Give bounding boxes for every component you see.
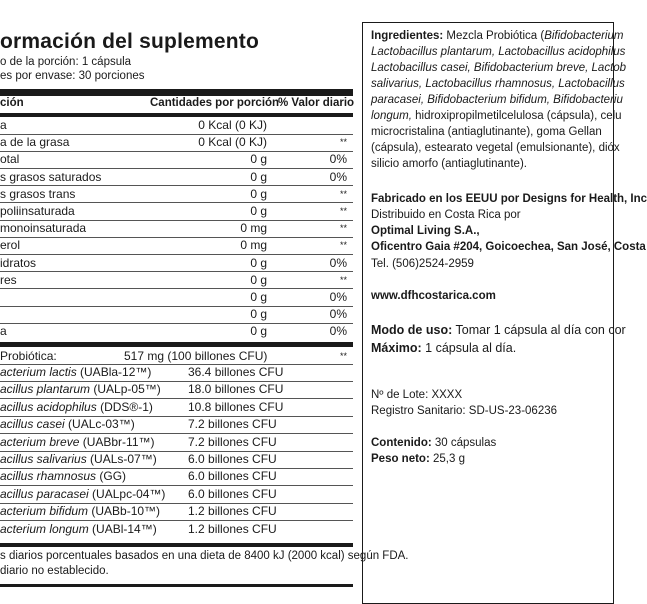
nutrient-amount: 0 g <box>250 152 267 167</box>
nutrient-row <box>0 290 353 305</box>
distributor-company: Optimal Living S.A., <box>371 225 480 237</box>
strain-name <box>0 435 155 449</box>
strain-species: acillus acidophilus <box>0 399 97 414</box>
contents-value: 30 cápsulas <box>431 437 497 449</box>
strain-row <box>0 400 353 415</box>
strain-row <box>0 522 353 537</box>
nutrient-row <box>0 238 353 253</box>
nutrient-label: a <box>0 118 7 132</box>
strain-name <box>0 400 153 414</box>
strain-name <box>0 365 151 379</box>
thick-divider-bottom <box>0 543 353 547</box>
nutrient-amount: 0 mg <box>240 238 267 253</box>
nutrient-amount: 0 mg <box>240 221 267 236</box>
nutrient-daily-value: ** <box>339 274 347 285</box>
strain-code: (UALs-07™) <box>86 452 157 466</box>
nutrient-label: s grasos saturados <box>0 169 102 184</box>
nutrient-label: poliinsaturada <box>0 204 75 218</box>
row-divider <box>0 485 353 486</box>
nutrient-row <box>0 273 353 288</box>
nutrient-daily-value: ** <box>339 240 347 251</box>
strain-code: (UALp-05™) <box>90 382 161 397</box>
nutrient-daily-value: 0% <box>329 324 347 339</box>
thick-divider-end <box>0 584 353 587</box>
strain-row <box>0 487 353 502</box>
nutrient-label: erol <box>0 238 21 253</box>
nutrient-label: s grasos trans <box>0 186 76 201</box>
strain-species: acillus casei <box>0 417 65 432</box>
strain-amount: 6.0 billones CFU <box>188 486 277 501</box>
nutrient-amount: 0 g <box>250 290 267 304</box>
ingredients-line-3: Lactobacillus casei, Bifidobacterium breve, Lactob <box>371 62 627 74</box>
strain-name <box>0 417 135 431</box>
strain-amount: 18.0 billones CFU <box>188 382 284 397</box>
strain-species: acillus rhamnosus <box>0 469 97 484</box>
nutrient-row <box>0 221 353 236</box>
row-divider <box>0 433 353 434</box>
nutrient-amount: 0 g <box>250 169 267 184</box>
nutrient-daily-value: 0% <box>329 152 347 167</box>
website-link[interactable]: www.dfhcostarica.com <box>371 290 496 302</box>
column-header-daily-value: % Valor diario <box>278 97 355 109</box>
strain-code: (DDS®-1) <box>96 399 153 414</box>
nutrient-label: monoinsaturada <box>0 221 87 236</box>
row-divider <box>0 451 353 452</box>
ingredients-line-5: paracasei, Bifidobacterium bifidum, Bifidobacteriu <box>371 94 623 106</box>
nutrient-daily-value: ** <box>339 137 347 148</box>
usage-max-text: 1 cápsula al día. <box>421 341 517 355</box>
nutrient-label: idratos <box>0 255 37 270</box>
nutrient-row <box>0 204 353 219</box>
ingredients-text-6a: longum, <box>371 110 412 122</box>
row-divider <box>0 364 353 365</box>
ingredients-label: Ingredientes: <box>371 30 444 42</box>
strain-name <box>0 469 126 483</box>
strain-amount: 7.2 billones CFU <box>188 417 277 432</box>
strain-code: (UABla-12™) <box>76 365 152 379</box>
strain-row <box>0 504 353 519</box>
nutrient-row <box>0 256 353 271</box>
ingredients-text-6b: hidroxipropilmetilcelulosa (cápsula), celu <box>411 110 622 122</box>
distributor-line: Distribuido en Costa Rica por <box>371 209 521 221</box>
ingredients-line-7: microcristalina (antiaglutinante), goma Gellan <box>371 126 602 138</box>
usage-mode-text: Tomar 1 cápsula al día con cor <box>452 323 626 337</box>
nutrient-daily-value: 0% <box>329 169 347 184</box>
ingredients-line-8: (cápsula), estearato vegetal (emulsionante), dióx <box>371 142 620 154</box>
nutrient-daily-value: 0% <box>329 307 347 322</box>
nutrient-row <box>0 324 353 339</box>
strain-amount: 1.2 billones CFU <box>188 521 277 536</box>
strain-species: acterium lactis <box>0 365 77 379</box>
net-weight-label: Peso neto: <box>371 453 430 465</box>
contents <box>371 437 496 449</box>
nutrient-label: a de la grasa <box>0 135 70 150</box>
nutrient-amount: 0 Kcal (0 KJ) <box>198 135 267 150</box>
contents-label: Contenido: <box>371 437 432 449</box>
nutrient-amount: 0 g <box>250 186 267 201</box>
nutrient-daily-value: ** <box>339 223 347 234</box>
strain-code: (UABbr-11™) <box>79 434 155 449</box>
ingredients-line-4: salivarius, Lactobacillus rhamnosus, Lactobacillus <box>371 78 625 90</box>
nutrient-row <box>0 170 353 185</box>
ingredients-text-1: Bifidobacterium <box>544 30 624 42</box>
strain-species: acterium longum <box>0 521 89 536</box>
nutrient-row <box>0 187 353 202</box>
probiotic-blend-row <box>0 349 353 364</box>
strain-species: acillus salivarius <box>0 452 87 466</box>
footnote-daily-values: s diarios porcentuales basados en una dieta de 8400 kJ (2000 kcal) según FDA. <box>0 550 409 562</box>
strain-name <box>0 452 157 466</box>
nutrient-amount: 0 Kcal (0 KJ) <box>198 118 267 132</box>
strain-amount: 7.2 billones CFU <box>188 434 277 449</box>
nutrient-amount: 0 g <box>250 204 267 218</box>
strain-row <box>0 417 353 432</box>
sanitary-registry: Registro Sanitario: SD-US-23-06236 <box>371 405 558 417</box>
supplement-facts-title: ormación del suplemento <box>0 30 259 53</box>
net-weight <box>371 453 465 465</box>
usage-max-label: Máximo: <box>371 341 422 355</box>
row-divider <box>0 398 353 399</box>
net-weight-value: 25,3 g <box>429 453 465 465</box>
nutrient-daily-value: ** <box>339 206 347 216</box>
nutrient-amount: 0 g <box>250 307 267 322</box>
strain-species: acterium bifidum <box>0 504 89 519</box>
blend-amount: 517 mg (100 billones CFU) <box>124 349 268 363</box>
strain-code: (UALc-03™) <box>64 417 135 432</box>
distributor-address: Oficentro Gaia #204, Goicoechea, San José, Costa <box>371 241 646 253</box>
nutrient-row <box>0 135 353 150</box>
strain-name <box>0 504 160 518</box>
strain-code: (UABl-14™) <box>88 521 157 536</box>
strain-row <box>0 452 353 467</box>
strain-code: (UABb-10™) <box>88 504 161 519</box>
ingredients-line-9: silicio amorfo (antiaglutinante). <box>371 158 527 170</box>
strain-code: (GG) <box>96 469 127 484</box>
ingredients-line-2: Lactobacillus plantarum, Lactobacillus acidophilus <box>371 46 626 58</box>
blend-label: Probiótica: <box>0 349 57 363</box>
usage-mode-label: Modo de uso: <box>371 323 453 337</box>
strain-name <box>0 487 165 501</box>
strain-row <box>0 469 353 484</box>
servings-per-container: es por envase: 30 porciones <box>0 70 145 82</box>
nutrient-label: a <box>0 324 7 339</box>
row-divider <box>0 503 353 504</box>
row-divider <box>0 520 353 521</box>
blend-daily-value: ** <box>339 351 347 361</box>
strain-amount: 6.0 billones CFU <box>188 469 277 484</box>
strain-code: (UALpc-04™) <box>88 486 166 501</box>
nutrient-amount: 0 g <box>250 255 267 270</box>
nutrient-daily-value: 0% <box>329 290 347 304</box>
strain-amount: 1.2 billones CFU <box>188 504 277 519</box>
usage-mode <box>371 323 626 337</box>
lot-number: Nº de Lote: XXXX <box>371 389 463 401</box>
nutrient-daily-value: 0% <box>329 255 347 270</box>
strain-row <box>0 382 353 397</box>
nutrient-daily-value: ** <box>339 188 347 199</box>
ingredients-intro: Mezcla Probiótica ( <box>443 30 545 42</box>
nutrient-amount: 0 g <box>250 272 267 287</box>
footnote-not-established: diario no establecido. <box>0 565 109 577</box>
usage-max <box>371 341 516 355</box>
thick-divider-header <box>0 113 353 117</box>
distributor-phone: Tel. (506)2524-2959 <box>371 258 474 270</box>
strain-name <box>0 522 157 536</box>
strain-row <box>0 365 353 380</box>
strain-species: acillus paracasei <box>0 486 89 501</box>
strain-amount: 10.8 billones CFU <box>188 399 284 414</box>
ingredients-line-6 <box>371 110 622 122</box>
nutrient-row <box>0 307 353 322</box>
nutrient-label: otal <box>0 152 20 167</box>
row-divider <box>0 416 353 417</box>
nutrient-amount: 0 g <box>250 324 267 339</box>
column-header-nutrient: ción <box>0 97 24 109</box>
strain-amount: 6.0 billones CFU <box>188 452 277 466</box>
nutrient-row <box>0 152 353 167</box>
thick-divider-blend <box>0 342 353 347</box>
strain-amount: 36.4 billones CFU <box>188 365 284 379</box>
row-divider <box>0 468 353 469</box>
strain-species: acillus plantarum <box>0 382 91 397</box>
nutrient-label: res <box>0 272 17 287</box>
thick-divider-top <box>0 89 353 96</box>
strain-name <box>0 382 161 396</box>
serving-size: o de la porción: 1 cápsula <box>0 56 132 68</box>
manufacturer-line: Fabricado en los EEUU por Designs for Health, Inc <box>371 193 647 205</box>
strain-row <box>0 435 353 450</box>
nutrient-row <box>0 118 353 133</box>
column-header-amount: Cantidades por porción <box>150 97 280 109</box>
strain-species: acterium breve <box>0 434 80 449</box>
row-divider <box>0 381 353 382</box>
ingredients-line-1 <box>371 30 623 42</box>
